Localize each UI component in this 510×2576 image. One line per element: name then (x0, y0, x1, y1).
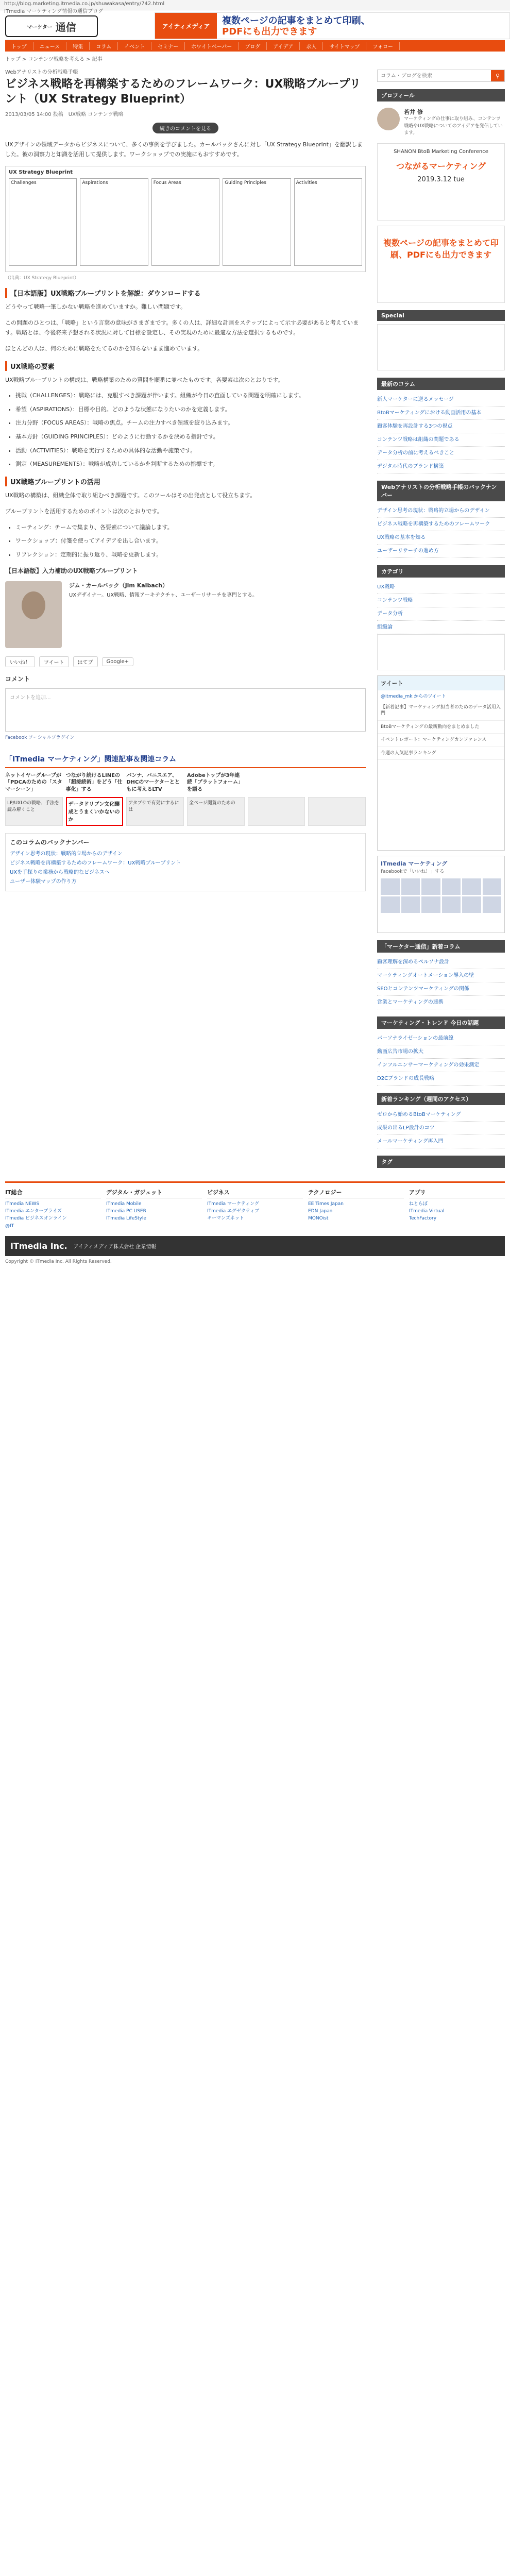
ranking-link[interactable]: ゼロから始めるBtoBマーケティング (377, 1108, 505, 1122)
nav-item[interactable]: ホワイトペーパー (185, 42, 239, 50)
section-paragraph: この問題のひとつは、「戦略」という言葉の意味がさまざまです。多くの人は、詳細な計画をステップによって示す必要があると考えています。戦略とは、今後将来予想される状況に対して目標を設定し、その実現のために最適な方法を選択するものです。 (5, 319, 359, 336)
related-link[interactable]: Adobeトップが3年連続「プラットフォーム」を語る (186, 772, 243, 792)
list-item: • 希望（ASPIRATIONS）：目標や目的。どのような状態になりたいのかを定義します。 (15, 405, 366, 415)
figure-cell: Challenges (9, 178, 77, 266)
column-link[interactable]: 顧客理解を深めるペルソナ設計 (377, 956, 505, 969)
figure-cell: Guiding Principles (223, 178, 291, 266)
fan-avatar[interactable] (381, 878, 400, 895)
related-heading: 「ITmedia マーケティング」関連記事＆関連コラム (5, 751, 366, 768)
facebook-heading[interactable]: ITmedia マーケティング (381, 860, 448, 867)
nav-item[interactable]: 求人 (300, 42, 323, 50)
fan-avatar[interactable] (421, 896, 440, 913)
backnumber-link[interactable]: ユーザー体験マップの作り方 (10, 879, 77, 885)
main-column (5, 65, 366, 1171)
more-button[interactable]: 続きのコメントを見る (152, 123, 218, 133)
fan-avatar[interactable] (462, 896, 481, 913)
author-box (5, 581, 366, 648)
section-heading: UX戦略の要素 (5, 361, 366, 371)
trend-link[interactable]: インフルエンサーマーケティングの効果測定 (377, 1059, 505, 1072)
footer-link[interactable]: ITmedia マーケティング (207, 1201, 259, 1207)
like-button[interactable]: いいね！ (5, 656, 35, 667)
section-heading: UX戦略ブループリントの活用 (5, 477, 366, 486)
trend-link[interactable]: D2Cブランドの成長戦略 (377, 1072, 505, 1086)
fan-avatar[interactable] (401, 878, 420, 895)
share-bar (5, 656, 366, 667)
ad-badge: アイティメディア (155, 13, 217, 39)
backnumber-link[interactable]: UXを手探りの業務から戦略的なビジネスへ (10, 870, 110, 876)
backnumber-side-link[interactable]: ビジネス戦略を再構築するためのフレームワーク (377, 518, 505, 531)
figure-grid (9, 178, 362, 266)
site-logo[interactable] (5, 15, 98, 37)
top-pager (5, 123, 366, 133)
nav-item[interactable]: イベント (118, 42, 151, 50)
nav-item[interactable]: ブログ (239, 42, 267, 50)
comment-heading: コメント (5, 675, 30, 683)
blueprint-figure[interactable] (5, 166, 366, 272)
author-section-title[interactable]: 【日本語版】入力補助のUX戦略ブループリント (5, 567, 138, 574)
twitter-widget (377, 675, 505, 851)
trend-link[interactable]: 動画広告市場の拡大 (377, 1045, 505, 1059)
profile-description: マーケティングの仕事に取り組み、コンテンツ戦略やUX戦略についてのアイデアを発信しています。 (404, 116, 503, 135)
figure-cell: Focus Areas (151, 178, 219, 266)
fan-avatar[interactable] (442, 878, 461, 895)
footer-link[interactable]: キーマンズネット (207, 1216, 244, 1222)
twitter-subhead[interactable]: @itmedia_mk からのツイート (381, 693, 446, 699)
figure-caption: （出典：UX Strategy Blueprint） (5, 275, 79, 281)
nav-item[interactable]: トップ (5, 42, 33, 50)
ad-date: 2019.3.12 tue (417, 175, 465, 183)
section-paragraph: UX戦略ブループリントの構成は、戦略構築のための質問を順番に並べたものです。各要素は次のとおりです。 (5, 376, 284, 383)
related-link[interactable]: バンナ、パニスエア、DHCのマーケターとともに考えるLTV (126, 772, 180, 792)
backnumber-side-list (377, 504, 505, 558)
backnumber-side-heading: Webアナリストの分析戦略手帳のバックナンバー (377, 481, 505, 501)
category-link[interactable]: UX戦略 (377, 581, 505, 594)
fan-avatar[interactable] (483, 896, 502, 913)
footer-bottom-bar (5, 1236, 505, 1256)
related-thumbs (5, 797, 366, 826)
list-item: • 注力分野（FOCUS AREAS）：戦略の焦点。チームの注力すべき領域を絞り込みます。 (15, 418, 366, 428)
columns-list (377, 956, 505, 1009)
figure-cell: Activities (294, 178, 362, 266)
nav-item[interactable]: サイトマップ (323, 42, 366, 50)
list-item: • 基本方針（GUIDING PRINCIPLES）：どのように行動するかを決める指針です。 (15, 432, 366, 442)
sidebar (377, 65, 505, 1171)
footer-column-heading: デジタル・ガジェット (106, 1188, 202, 1198)
ad-headline: 複数ページの記事をまとめて印刷、PDFにも出力できます (383, 238, 499, 260)
search-icon[interactable]: ⚲ (491, 70, 504, 81)
ranking-link[interactable]: メールマーケティング再入門 (377, 1135, 505, 1148)
category-link[interactable]: 組織論 (377, 621, 505, 634)
ad-text (217, 13, 509, 39)
backnumber-link[interactable]: デザイン思考の現状：戦略的立場からのデザイン (10, 851, 123, 857)
related-link[interactable]: ネットイヤーグループが「PDCAのための「スタマーシーン」 (5, 772, 62, 792)
nav-item[interactable]: フォロー (366, 42, 400, 50)
footer-column (207, 1188, 303, 1230)
footer-link[interactable]: ITmedia PC USER (106, 1208, 146, 1214)
ranking-heading: 新着ランキング（週間のアクセス） (377, 1093, 505, 1105)
related-thumb[interactable] (248, 797, 305, 826)
fan-avatar[interactable] (462, 878, 481, 895)
search-input[interactable] (378, 70, 491, 81)
related-link[interactable]: つながり続けるLINEの「超接続術」をどう「仕事化」する (65, 772, 123, 792)
fan-avatar[interactable] (442, 896, 461, 913)
ad-title: SHANON BtoB Marketing Conference (394, 148, 488, 155)
list-item: • ワークショップ：付箋を使ってアイデアを出し合います。 (15, 536, 366, 546)
fan-avatar[interactable] (483, 878, 502, 895)
footer-column (106, 1188, 202, 1230)
footer-column (409, 1188, 505, 1230)
sidebar-ad-conference[interactable] (377, 143, 505, 221)
special-heading: Special (377, 310, 505, 321)
footer-link[interactable]: TechFactory (409, 1216, 437, 1222)
backnumber-box (5, 833, 366, 891)
logo-small-text: マーケター (27, 24, 53, 30)
nav-item[interactable]: セミナー (151, 42, 185, 50)
browser-title: ITmedia マーケティング情報の通信ブログ (4, 9, 104, 14)
header-ad-banner[interactable] (155, 12, 510, 39)
facebook-widget (377, 856, 505, 933)
list-item: • ミーティング：チームで集まり、各要素について議論します。 (15, 523, 366, 533)
nav-item[interactable]: 特集 (66, 42, 90, 50)
sidebar-ad-print[interactable] (377, 226, 505, 303)
site-header (5, 10, 505, 40)
category-heading: カテゴリ (377, 565, 505, 578)
list-item: • リフレクション：定期的に振り返り、戦略を更新します。 (15, 550, 366, 560)
tweet[interactable]: 今週の人気記事ランキング (378, 747, 504, 760)
column-link[interactable]: 営業とマーケティングの連携 (377, 996, 505, 1009)
related-link[interactable] (248, 772, 305, 793)
backnumber-link[interactable]: ビジネス戦略を再構築するためのフレームワーク：UX戦略ブループリント (10, 860, 181, 867)
related-thumb[interactable]: LP/UXLOの戦略、手法を読み解くこと (5, 797, 63, 826)
trend-list (377, 1032, 505, 1086)
fan-avatar[interactable] (421, 878, 440, 895)
gplus-button[interactable]: Google+ (102, 657, 134, 666)
section-paragraph: UX戦略の構築は、組織全体で取り組むべき課題です。このツールはその出発点として役立ちます。 (5, 492, 256, 499)
facebook-subhead[interactable]: Facebookで「いいね！」する (381, 869, 445, 874)
figure-title: UX Strategy Blueprint (9, 169, 73, 175)
category-list (377, 581, 505, 634)
author-photo (5, 581, 62, 648)
element-list (15, 391, 366, 469)
backnumber-side-link[interactable]: デザイン思考の現状：戦略的立場からのデザイン (377, 504, 505, 518)
tweet[interactable]: 【新着記事】マーケティング担当者のためのデータ活用入門 (378, 701, 504, 721)
ad-headline: つながるマーケティング (396, 161, 486, 171)
author-name: ジム・カールバック（Jim Kalbach） (69, 582, 168, 589)
browser-url[interactable]: http://blog.marketing.itmedia.co.jp/shuwakasa/entry/742.html (4, 1, 165, 7)
column-link[interactable]: マーケティングオートメーション導入の壁 (377, 969, 505, 982)
column-link[interactable]: SEOとコンテンツマーケティングの関係 (377, 982, 505, 996)
footer-column-heading: アプリ (409, 1188, 505, 1198)
facebook-faces (381, 878, 501, 913)
section-paragraph: ほとんどの人は、何のために戦略をたてるのかを知らないまま進めています。 (5, 345, 203, 352)
footer-column-heading: ビジネス (207, 1188, 303, 1198)
backnumber-side-link[interactable]: ユーザーリサーチの進め方 (377, 545, 505, 558)
footer-column (5, 1188, 101, 1230)
tweet-button[interactable]: ツイート (39, 656, 69, 667)
backnumber-heading: このコラムのバックナンバー (10, 839, 90, 846)
latest-link[interactable]: 新人マーケターに送るメッセージ (377, 393, 505, 406)
latest-link[interactable]: 顧客体験を再設計する3つの視点 (377, 420, 505, 433)
article-intro: UXデザインの領域データからビジネスについて、多くの事例を学びました。カールバックさんに対し「UX Strategy Blueprint」を翻訳しました。彼の洞察力と知識を活用して提供します。ワークショップでの実施にもおすすめです。 (5, 141, 363, 158)
tweet[interactable]: イベントレポート：マーケティングカンファレンス (378, 734, 504, 747)
category-link[interactable]: データ分析 (377, 607, 505, 621)
article-title: ビジネス戦略を再構築するためのフレームワーク：UX戦略ブループリント（UX Strategy Blueprint） (5, 78, 361, 106)
latest-link[interactable]: BtoBマーケティングにおける動画活用の基本 (377, 406, 505, 420)
footer-link[interactable]: ITmedia エグゼクティブ (207, 1208, 260, 1214)
company-note[interactable]: アイティメディア株式会社 企業情報 (73, 1244, 157, 1250)
footer-link[interactable]: ITmedia Mobile (106, 1201, 142, 1207)
trend-heading: マーケティング・トレンド 今日の話題 (377, 1016, 505, 1029)
search-box (377, 70, 505, 82)
nav-item[interactable]: コラム (90, 42, 118, 50)
footer-link[interactable]: ITmedia ビジネスオンライン (5, 1216, 67, 1222)
list-item: • 挑戦（CHALLENGES）：戦略には、克服すべき課題が伴います。組織が今日の直面している問題を明確にします。 (15, 391, 366, 401)
related-link[interactable] (308, 772, 366, 793)
footer-link[interactable]: ITmedia NEWS (5, 1201, 40, 1207)
related-thumb-highlight[interactable]: データドリブン文化醸成とうまくいかないのか (66, 797, 124, 826)
section-paragraph: ブループリントを活用するためのポイントは次のとおりです。 (5, 508, 163, 515)
fan-avatar[interactable] (401, 896, 420, 913)
avatar (377, 108, 400, 130)
footer-link[interactable]: @IT (5, 1223, 14, 1229)
footer-link[interactable]: ITmedia Virtual (409, 1208, 445, 1214)
site-footer (5, 1181, 505, 1268)
logo-main-text: 通信 (55, 21, 76, 33)
related-grid (5, 772, 366, 793)
itmedia-logo[interactable]: ITmedia Inc. (10, 1241, 67, 1251)
article-byline: 2013/03/05 14:00 投稿 UX戦略 コンテンツ戦略 (5, 112, 124, 118)
footer-link[interactable]: ITmedia LifeStyle (106, 1216, 146, 1222)
fan-avatar[interactable] (381, 896, 400, 913)
footer-column-heading: テクノロジー (308, 1188, 404, 1198)
tags-heading: タグ (377, 1156, 505, 1168)
footer-columns (5, 1188, 505, 1230)
profile-heading: プロフィール (377, 89, 505, 101)
section-paragraph: どうやって戦略一筆しかない戦略を進めていますか。難しい問題です。 (5, 303, 186, 310)
figure-cell: Aspirations (80, 178, 148, 266)
latest-link[interactable]: データ分析の前に考えるべきこと (377, 447, 505, 460)
comment-input[interactable]: コメントを追加... (5, 688, 366, 732)
hatena-button[interactable]: はてブ (73, 656, 98, 667)
related-thumb[interactable]: 全ページ閲覧のための (187, 797, 245, 826)
section-heading[interactable]: 【日本語版】UX戦略ブループリントを解説：ダウンロードする (5, 288, 366, 298)
nav-item[interactable]: アイデア (267, 42, 300, 50)
list-item: • 測定（MEASUREMENTS）：戦略が成功しているかを判断するための指標です。 (15, 460, 366, 469)
related-thumb[interactable] (308, 797, 366, 826)
footer-link[interactable]: MONOist (308, 1216, 329, 1222)
footer-link[interactable]: EE Times Japan (308, 1201, 344, 1207)
ad-line-2: PDFにも出力できます (222, 26, 317, 37)
tweet[interactable]: BtoBマーケティングの最新動向をまとめました (378, 721, 504, 734)
latest-heading: 最新のコラム (377, 378, 505, 390)
trend-link[interactable]: パーソナライゼーションの最前線 (377, 1032, 505, 1045)
backnumber-side-link[interactable]: UX戦略の基本を知る (377, 531, 505, 545)
facebook-plugin-label[interactable]: Facebook ソーシャルプラグイン (5, 735, 75, 740)
latest-list (377, 393, 505, 473)
twitter-heading: ツイート (378, 676, 504, 690)
profile-name[interactable]: 若井 修 (404, 109, 423, 115)
footer-column (308, 1188, 404, 1230)
ranking-link[interactable]: 成果の出るLP設計のコツ (377, 1122, 505, 1135)
nav-item[interactable]: ニュース (33, 42, 67, 50)
related-thumb[interactable]: アタプサで有効にするには (126, 797, 184, 826)
usage-list (15, 523, 366, 560)
latest-link[interactable]: コンテンツ戦略は組織の問題である (377, 433, 505, 447)
special-banner[interactable] (377, 324, 505, 370)
article-kicker[interactable]: Webアナリストの分析戦略手帳 (5, 70, 78, 75)
list-item: • 活動（ACTIVITIES）：戦略を実行するための具体的な活動や施策です。 (15, 446, 366, 456)
author-bio: UXデザイナー。UX戦略、情報アーキテクチャ、ユーザーリサーチを専門とする。 (69, 592, 258, 598)
ad-line-1: 複数ページの記事をまとめて印刷、 (222, 15, 370, 26)
copyright: Copyright © ITmedia Inc. All Rights Reserved. (5, 1259, 112, 1265)
main-nav (5, 40, 505, 52)
breadcrumb[interactable]: トップ > コンテンツ戦略を考える > 記事 (5, 57, 103, 62)
columns-heading: 「マーケター通信」新着コラム (377, 940, 505, 953)
profile-box (377, 108, 505, 137)
footer-link[interactable]: EDN Japan (308, 1208, 333, 1214)
latest-link[interactable]: デジタル時代のブランド構築 (377, 460, 505, 473)
browser-bar (0, 0, 510, 14)
footer-column-heading: IT総合 (5, 1188, 101, 1198)
itmedia-marketing-banner[interactable] (377, 634, 505, 670)
category-link[interactable]: コンテンツ戦略 (377, 594, 505, 607)
ranking-list (377, 1108, 505, 1148)
footer-link[interactable]: ねとらぼ (409, 1201, 428, 1207)
footer-link[interactable]: ITmedia エンタープライズ (5, 1208, 62, 1214)
